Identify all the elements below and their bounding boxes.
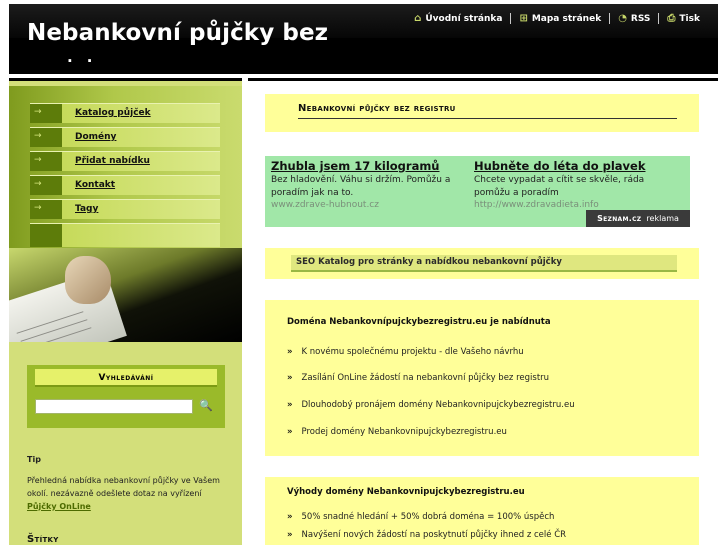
sidebar-item-contact[interactable]: [30, 175, 220, 195]
ad-item: [271, 159, 471, 210]
ad-text: Bez hladovění. Váhu si držím. Pomůžu a poradím jak na to.: [271, 175, 451, 198]
nav-sitemap-link[interactable]: [511, 13, 609, 24]
tip-body: Přehledná nabídka nebankovní půjčky ve Vašem okolí. nezávazně odešlete dotaz na vyřízení: [27, 476, 220, 498]
heading-underline: [298, 118, 677, 119]
list-item-text: Navýšení nových žádostí na poskytnutí půjčky ihned z celé ČR: [301, 530, 567, 540]
tags-title: Štítky: [27, 534, 59, 545]
ad-url[interactable]: http://www.zdravadieta.info: [474, 200, 599, 210]
main-content: [248, 78, 718, 545]
list-item-text: 50% snadné hledání + 50% dobrá doména = 100% úspěch: [301, 512, 555, 522]
domain-sale-title: Doména Nebankovnípujckybezregistru.eu je nabídnuta: [287, 317, 551, 327]
sidebar-item-catalog[interactable]: [30, 103, 220, 123]
bullet-icon: »: [287, 512, 293, 522]
tip-link[interactable]: Půjčky OnLine: [27, 502, 91, 511]
sitemap-icon: ⊞: [519, 13, 528, 24]
sidebar-item-label: Kontakt: [75, 180, 116, 190]
ad-provider-logo: Seznam.cz: [597, 214, 642, 223]
advantages-panel: [265, 477, 699, 545]
sidebar-item-add-offer[interactable]: [30, 151, 220, 171]
nav-rss-label: RSS: [630, 13, 651, 24]
list-item-text: Zasílání OnLine žádostí na nebankovní půjčky bez registru: [301, 373, 550, 383]
sidebar-item-domains[interactable]: [30, 127, 220, 147]
list-item-text: K novému společnému projektu - dle Vašeho návrhu: [301, 347, 524, 357]
ad-url[interactable]: www.zdrave-hubnout.cz: [271, 200, 379, 210]
rss-icon: ◔: [618, 13, 627, 24]
sidebar-top-rule: [9, 78, 242, 81]
list-item: [287, 373, 549, 383]
domain-sale-panel: [265, 300, 699, 456]
list-item: [287, 530, 566, 540]
seo-panel: [265, 248, 699, 279]
nav-sitemap-label: Mapa stránek: [531, 13, 602, 24]
sidebar-menu-filler: [30, 223, 220, 247]
tip-title: Tip: [27, 455, 41, 464]
arrow-right-icon: →: [34, 131, 42, 141]
sidebar-item-label: Domény: [75, 132, 117, 142]
arrow-right-icon: →: [34, 179, 42, 189]
list-item: [287, 512, 554, 522]
left-sidebar: [9, 78, 242, 545]
site-title[interactable]: Nebankovní půjčky bez: [27, 20, 329, 46]
print-icon: ⎙: [667, 13, 676, 24]
bullet-icon: »: [287, 400, 293, 410]
nav-home-label: Úvodní stránka: [425, 13, 503, 24]
content-top-rule: [248, 78, 718, 81]
search-panel: [27, 365, 225, 428]
home-icon: ⌂: [414, 13, 422, 24]
sidebar-item-label: Katalog půjček: [75, 108, 151, 118]
ad-title-link[interactable]: Zhubla jsem 17 kilogramů: [271, 159, 440, 173]
tip-text: [27, 474, 227, 513]
site-header: [9, 4, 718, 74]
sidebar-photo: [9, 248, 242, 342]
list-item-text: Dlouhodobý pronájem domény Nebankovnipujckybezregistru.eu: [301, 400, 575, 410]
search-title: Vyhledávání: [35, 369, 217, 387]
sidebar-menu: [9, 86, 242, 248]
bullet-icon: »: [287, 530, 293, 540]
hand-shape: [65, 256, 111, 304]
search-icon[interactable]: 🔍: [199, 399, 213, 412]
arrow-right-icon: →: [34, 203, 42, 213]
ad-label: reklama: [646, 214, 679, 223]
nav-home-link[interactable]: [406, 13, 510, 24]
ad-provider-badge[interactable]: [586, 210, 690, 227]
list-item: [287, 400, 575, 410]
advantages-title: Výhody domény Nebankovnipujckybezregistru.eu: [287, 487, 525, 497]
list-item: [287, 427, 507, 437]
bullet-icon: »: [287, 427, 293, 437]
page-heading-panel: [265, 94, 699, 132]
search-input[interactable]: [35, 399, 193, 414]
nav-rss-link[interactable]: [610, 13, 658, 24]
sidebar-item-label: Přidat nabídku: [75, 156, 150, 166]
list-item-text: Prodej domény Nebankovnipujckybezregistru.eu: [301, 427, 507, 437]
ad-text: Chcete vypadat a cítit se skvěle, ráda pomůžu a poradím: [474, 175, 645, 198]
sidebar-item-label: Tagy: [75, 204, 99, 214]
bullet-icon: »: [287, 373, 293, 383]
arrow-right-icon: →: [34, 155, 42, 165]
bullet-icon: »: [287, 347, 293, 357]
nav-print-label: Tisk: [679, 13, 700, 24]
site-title-dots: ..: [67, 48, 107, 66]
nav-print-link[interactable]: [659, 13, 708, 24]
top-navigation: [406, 13, 708, 24]
arrow-right-icon: →: [34, 107, 42, 117]
list-item: [287, 347, 524, 357]
seo-catalog-link[interactable]: SEO Katalog pro stránky a nabídkou nebankovní půjčky: [291, 255, 677, 272]
sidebar-item-tags[interactable]: [30, 199, 220, 219]
ad-item: [474, 159, 674, 210]
ad-title-link[interactable]: Hubněte do léta do plavek: [474, 159, 646, 173]
ad-block: [265, 156, 690, 227]
page-title: Nebankovní půjčky bez registru: [298, 103, 456, 114]
